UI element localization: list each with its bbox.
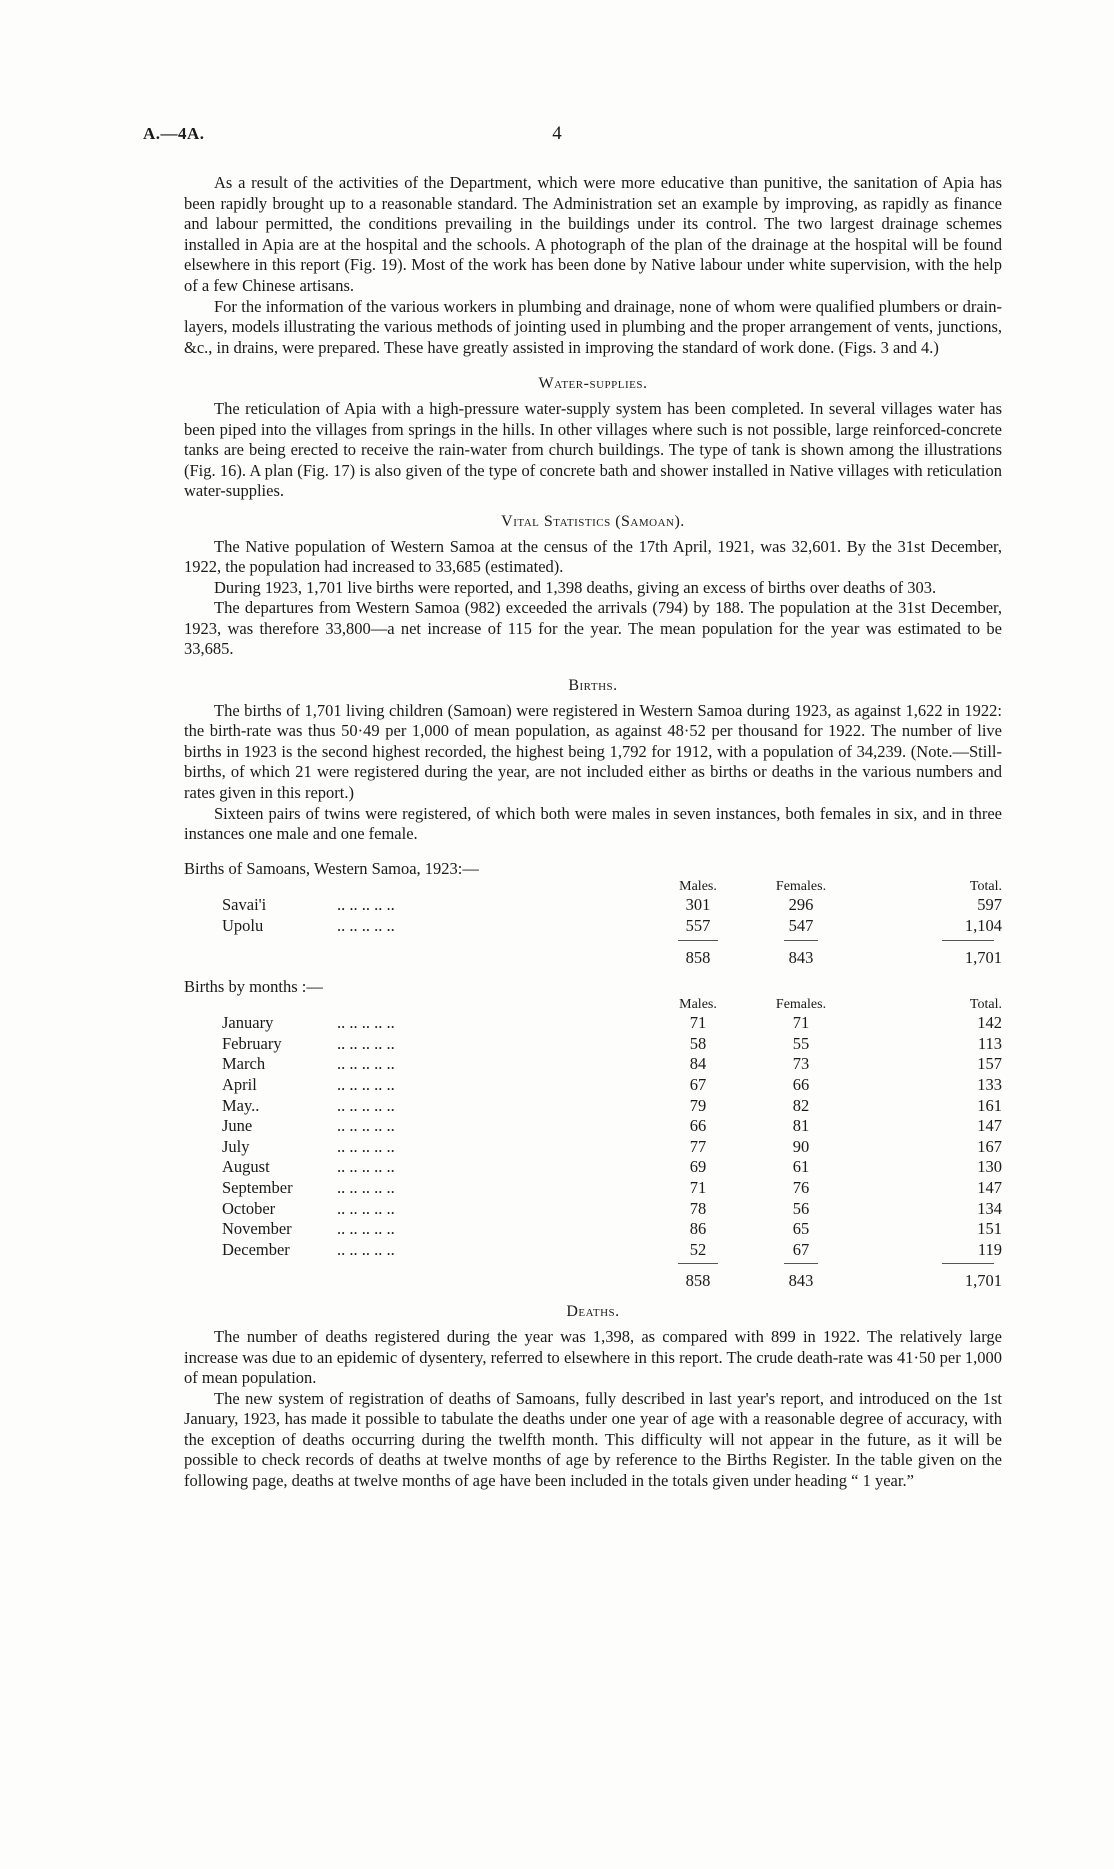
cell-males: 66: [689, 1116, 707, 1136]
paragraph-twins: Sixteen pairs of twins were registered, of which both were males in seven instances, both females in six, and in three instances one male and one female.: [184, 803, 1002, 844]
row-label: Savai'i: [222, 895, 267, 915]
table-row: [184, 1116, 1002, 1137]
births-table-intro: Births of Samoans, Western Samoa, 1923:—: [184, 858, 479, 878]
cell-males: 58: [689, 1033, 707, 1053]
heading-water-supplies: Water-supplies.: [538, 375, 648, 393]
heading-vital-statistics: Vital Statistics (Samoan).: [501, 512, 685, 530]
row-label: Upolu: [222, 916, 264, 935]
column-header-total: Total.: [969, 879, 1002, 895]
cell-females: 61: [792, 1157, 810, 1177]
table-row: [184, 1054, 1002, 1075]
cell-total: 1,104: [964, 916, 1002, 935]
dot-leader: .. .. .. .. ..: [337, 1095, 395, 1115]
dot-leader: .. .. .. .. ..: [337, 895, 395, 915]
cell-females: 55: [792, 1033, 810, 1053]
paragraph-departures-arrivals: The departures from Western Samoa (982) exceeded the arrivals (794) by 188. The population at the 31st December, 1923, was therefore 33,800—a net increase of 115 for the year. The mean population for the year was estimated to be 33,685.: [184, 598, 1002, 659]
table-row: [184, 1075, 1002, 1096]
table-row: [184, 1178, 1002, 1199]
cell-males: 77: [689, 1136, 707, 1156]
cell-females: 82: [792, 1095, 810, 1115]
dot-leader: .. .. .. .. ..: [337, 1177, 395, 1197]
paragraph-sanitation: As a result of the activities of the Department, which were more educative than punitive, the sanitation of Apia has been rapidly brought up to a reasonable standard. The Administration set an example by improving, as rapidly as finance and labour permitted, the conditions prevailing in the buildings under its control. The two largest drainage schemes installed in Apia are at the hospital and the schools. A photograph of the plan of the drainage at the hospital will be found elsewhere in this report (Fig. 19). Most of the work has been done by Native labour under white supervision, with the help of a few Chinese artisans.: [184, 173, 1002, 295]
paragraph-population-census: The Native population of Western Samoa at the census of the 17th April, 1921, was 32,601. By the 31st December, 1922, the population had increased to 33,685 (estimated).: [184, 536, 1002, 577]
dot-leader: .. .. .. .. ..: [337, 1033, 395, 1053]
total-females: 843: [788, 1271, 814, 1291]
dot-leader: .. .. .. .. ..: [337, 1239, 395, 1259]
dot-leader: .. .. .. .. ..: [337, 1054, 395, 1074]
cell-total: 157: [977, 1054, 1002, 1074]
rule-line: [678, 940, 718, 941]
cell-total: 142: [977, 1013, 1002, 1033]
page-body: [184, 173, 1002, 1492]
total-rule: [184, 937, 1002, 945]
cell-total: 147: [977, 1116, 1002, 1136]
cell-total: 113: [977, 1033, 1002, 1053]
row-label: May..: [222, 1095, 260, 1115]
dot-leader: .. .. .. .. ..: [337, 1116, 395, 1136]
cell-males: 71: [689, 1013, 707, 1033]
rule-line: [678, 1263, 718, 1264]
cell-total: 151: [977, 1219, 1002, 1239]
column-header-females: Females.: [775, 879, 827, 895]
table-row: [184, 1034, 1002, 1055]
row-label: August: [222, 1157, 270, 1177]
row-label: November: [222, 1219, 292, 1239]
cell-females: 56: [792, 1198, 810, 1218]
cell-total: 597: [977, 895, 1002, 915]
table-row: [184, 1096, 1002, 1117]
row-label: October: [222, 1198, 276, 1218]
dot-leader: .. .. .. .. ..: [337, 1074, 395, 1094]
row-label: July: [222, 1136, 250, 1156]
cell-total: 147: [977, 1177, 1002, 1197]
cell-males: 52: [689, 1239, 707, 1259]
cell-females: 296: [788, 895, 814, 915]
cell-males: 69: [689, 1157, 707, 1177]
paragraph-birth-rate: The births of 1,701 living children (Samoan) were registered in Western Samoa during 1923, as against 1,622 in 1922: the birth-rate was thus 50·49 per 1,000 of mean population, as against 48·52 per thousand for 1922. The number of live births in 1923 is the second highest recorded, the highest being 1,792 for 1912, with a population of 34,239. (Note.—Still-births, of which 21 were registered during the year, are not included either as births or deaths in the various numbers and rates given in this report.): [184, 700, 1002, 803]
cell-males: 67: [689, 1074, 707, 1094]
table-total-row: [184, 1268, 1002, 1294]
page-header: [0, 124, 1114, 148]
cell-total: 134: [977, 1198, 1002, 1218]
rule-line: [784, 940, 818, 941]
column-header-males: Males.: [679, 997, 717, 1013]
paragraph-death-count: The number of deaths registered during the year was 1,398, as compared with 899 in 1922. The relatively large increase was due to an epidemic of dysentery, referred to elsewhere in this report. The crude death-rate was 41·50 per 1,000 of mean population.: [184, 1326, 1002, 1388]
cell-total: 161: [977, 1095, 1002, 1115]
paragraph-births-deaths-excess: During 1923, 1,701 live births were reported, and 1,398 deaths, giving an excess of births over deaths of 303.: [214, 577, 937, 597]
cell-males: 71: [689, 1177, 707, 1197]
heading-deaths: Deaths.: [566, 1303, 620, 1321]
month-rows: [184, 1013, 1002, 1260]
cell-females: 66: [792, 1074, 810, 1094]
cell-males: 86: [689, 1219, 707, 1239]
row-label: September: [222, 1177, 293, 1197]
cell-males: 84: [689, 1054, 707, 1074]
dot-leader: .. .. .. .. ..: [337, 1136, 395, 1156]
cell-total: 133: [977, 1074, 1002, 1094]
cell-females: 81: [792, 1116, 810, 1136]
cell-females: 90: [792, 1136, 810, 1156]
total-all: 1,701: [964, 947, 1002, 967]
cell-females: 67: [792, 1239, 810, 1259]
heading-births: Births.: [568, 677, 618, 695]
row-label: March: [222, 1054, 266, 1074]
table-row: [184, 1137, 1002, 1158]
table-row: [184, 1199, 1002, 1220]
total-all: 1,701: [964, 1271, 1002, 1291]
paragraph-water-reticulation: The reticulation of Apia with a high-pressure water-supply system has been completed. In several villages water has been piped into the villages from springs in the hills. In other villages where such is not possible, large reinforced-concrete tanks are being erected to receive the rain-water from church buildings. The type of tank is shown among the illustrations (Fig. 16). A plan (Fig. 17) is also given of the type of concrete bath and shower installed in Native villages with reticulation water-supplies.: [184, 398, 1002, 501]
cell-females: 71: [792, 1013, 810, 1033]
cell-total: 167: [977, 1136, 1002, 1156]
table-row: [184, 895, 1002, 916]
cell-males: 301: [685, 895, 711, 915]
table-row: [184, 1240, 1002, 1261]
document-reference: A.—4A.: [143, 124, 205, 143]
cell-females: 65: [792, 1219, 810, 1239]
cell-females: 76: [792, 1177, 810, 1197]
table-row: [184, 1157, 1002, 1178]
total-females: 843: [788, 947, 814, 967]
cell-males: 557: [685, 916, 711, 935]
rule-line: [942, 1263, 994, 1264]
table-row: [184, 916, 1002, 937]
total-males: 858: [685, 947, 711, 967]
cell-males: 78: [689, 1198, 707, 1218]
dot-leader: .. .. .. .. ..: [337, 1013, 395, 1033]
row-label: April: [222, 1074, 257, 1094]
births-by-island-table: [184, 879, 1002, 970]
rule-line: [784, 1263, 818, 1264]
dot-leader: .. .. .. .. ..: [337, 1198, 395, 1218]
births-by-month-table: [184, 997, 1002, 1294]
column-header-females: Females.: [775, 997, 827, 1013]
page-number: 4: [552, 123, 562, 144]
table-row: [184, 1013, 1002, 1034]
cell-total: 130: [977, 1157, 1002, 1177]
row-label: February: [222, 1033, 282, 1053]
cell-males: 79: [689, 1095, 707, 1115]
total-males: 858: [685, 1271, 711, 1291]
table-row: [184, 1219, 1002, 1240]
cell-total: 119: [977, 1239, 1002, 1259]
table-header-row: [184, 879, 1002, 895]
row-label: December: [222, 1239, 290, 1259]
total-rule: [184, 1260, 1002, 1268]
paragraph-plumbing-models: For the information of the various workers in plumbing and drainage, none of whom were qualified plumbers or drain-layers, models illustrating the various methods of jointing used in plumbing and the proper arrangement of vents, junctions, &c., in drains, were prepared. These have greatly assisted in improving the standard of work done. (Figs. 3 and 4.): [184, 296, 1002, 357]
row-label: January: [222, 1013, 274, 1033]
cell-females: 547: [788, 916, 814, 935]
column-header-total: Total.: [969, 997, 1002, 1013]
dot-leader: .. .. .. .. ..: [337, 1219, 395, 1239]
table-total-row: [184, 945, 1002, 971]
dot-leader: .. .. .. .. ..: [337, 916, 395, 935]
births-by-months-intro: Births by months :—: [184, 976, 323, 996]
dot-leader: .. .. .. .. ..: [337, 1157, 395, 1177]
row-label: June: [222, 1116, 253, 1136]
rule-line: [942, 940, 994, 941]
table-header-row: [184, 997, 1002, 1013]
cell-females: 73: [792, 1054, 810, 1074]
column-header-males: Males.: [679, 879, 717, 895]
paragraph-death-registration: The new system of registration of deaths of Samoans, fully described in last year's report, and introduced on the 1st January, 1923, has made it possible to tabulate the deaths under one year of age with a reasonable degree of accuracy, with the exception of deaths occurring during the twelfth month. This difficulty will not appear in the future, as it will be possible to check records of deaths at twelve months of age by reference to the Births Register. In the table given on the following page, deaths at twelve months of age have been included in the totals given under heading “ 1 year.”: [184, 1388, 1002, 1491]
